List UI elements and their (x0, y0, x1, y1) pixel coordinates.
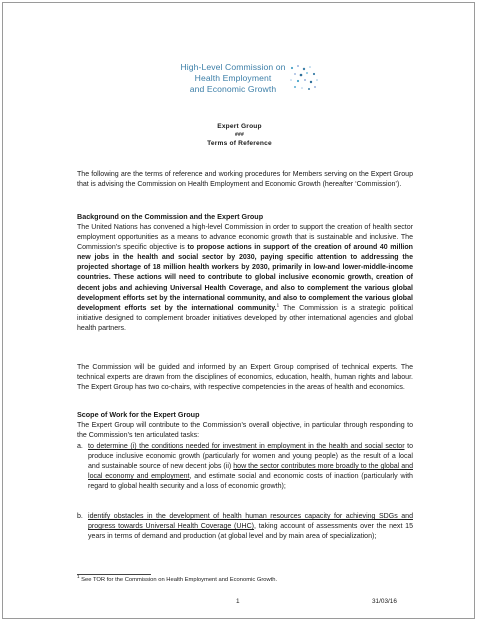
dots-graphic-icon (286, 64, 320, 94)
background-paragraph (77, 223, 413, 334)
background-text-start: The United Nations has convened a high-level Commission in order to support the creation of health sector employment opportunities as a means to advance economic growth that is sustainable and inclusive. The Commission’s specific objective is (77, 224, 413, 252)
list-item (77, 442, 413, 492)
commission-logo (178, 62, 328, 112)
footnote-text: See TOR for the Commission on Health Employment and Economic Growth. (79, 577, 278, 583)
list-marker-b: b. (77, 513, 83, 520)
heading-expert-group: Expert Group (217, 123, 262, 130)
footnote-mark: 1 (77, 574, 80, 580)
logo-text (178, 62, 288, 94)
page-number: 1 (236, 598, 240, 605)
footnote (77, 576, 277, 584)
task-a-underlined-1: to determine (i) the conditions needed for investment in employment in the health and social sector (88, 443, 405, 450)
task-a-text-1: to produce inclusive economic growth (particularly for women and young people) as the result of a local and sustainable source of new decent jobs (ii) (88, 443, 413, 471)
scope-title: Scope of Work for the Expert Group (77, 410, 200, 419)
intro-paragraph: The following are the terms of reference and working procedures for Members serving on the Expert Group that is advising the Commission on Health Employment and Economic Growth (hereafter ‘Commission’). (77, 171, 413, 189)
document-date: 31/03/16 (372, 598, 397, 605)
expert-group-paragraph: The Commission will be guided and informed by an Expert Group comprised of technical experts. The technical experts are drawn from the disciplines of economics, education, health, human rights and labour. The Expert Group has two co-chairs, with respective competencies in the areas of health and economics. (77, 364, 413, 392)
background-objective-bold: to propose actions in support of the creation of around 40 million new jobs in the health and social sector by 2030, paying specific attention to addressing the projected shortage of 18 million health workers by 2030, primarily in low-and lower-middle-income countries. These actions will need to contribute to global inclusive economic growth, creation of decent jobs and achieving Universal Health Coverage, and also to complement the various global development efforts set by the international community, and also to complement the various global development efforts set by the international community. (77, 244, 413, 312)
logo-line-2: Health Employment (194, 72, 272, 83)
heading-separator: ### (235, 132, 244, 138)
heading-terms-of-reference: Terms of Reference (207, 140, 272, 147)
background-title: Background on the Commission and the Expert Group (77, 212, 264, 221)
footnote-ref[interactable]: 1 (276, 302, 280, 308)
task-a-text-2: , and estimate social and economic costs of inaction (particularly with regard to global health security and a loss of economic growth); (88, 473, 413, 491)
footnote-divider (77, 574, 151, 575)
list-item (77, 512, 413, 542)
scope-intro-paragraph: The Expert Group will contribute to the Commission’s overall objective, in particular through responding to the Commission’s ten articulated tasks: (77, 422, 413, 440)
logo-line-3: and Economic Growth (189, 83, 277, 94)
background-text-end: The Commission is a strategic political initiative designed to complement broader initiatives developed by other international agencies and global health partners. (77, 304, 413, 332)
task-b-text-1: , taking account of assessments over the next 15 years in terms of demand and production (at global level and by main area of specialization); (88, 523, 413, 541)
task-b-underlined-1: identify obstacles in the development of health human resources capacity for achieving SDGs and progress towards Universal Health Coverage (UHC) (88, 513, 413, 531)
task-a-underlined-2: how the sector contributes more broadly to the global and local economy and employment (88, 463, 413, 481)
logo-line-1: High-Level Commission on (180, 62, 286, 72)
list-marker-a: a. (77, 443, 83, 450)
